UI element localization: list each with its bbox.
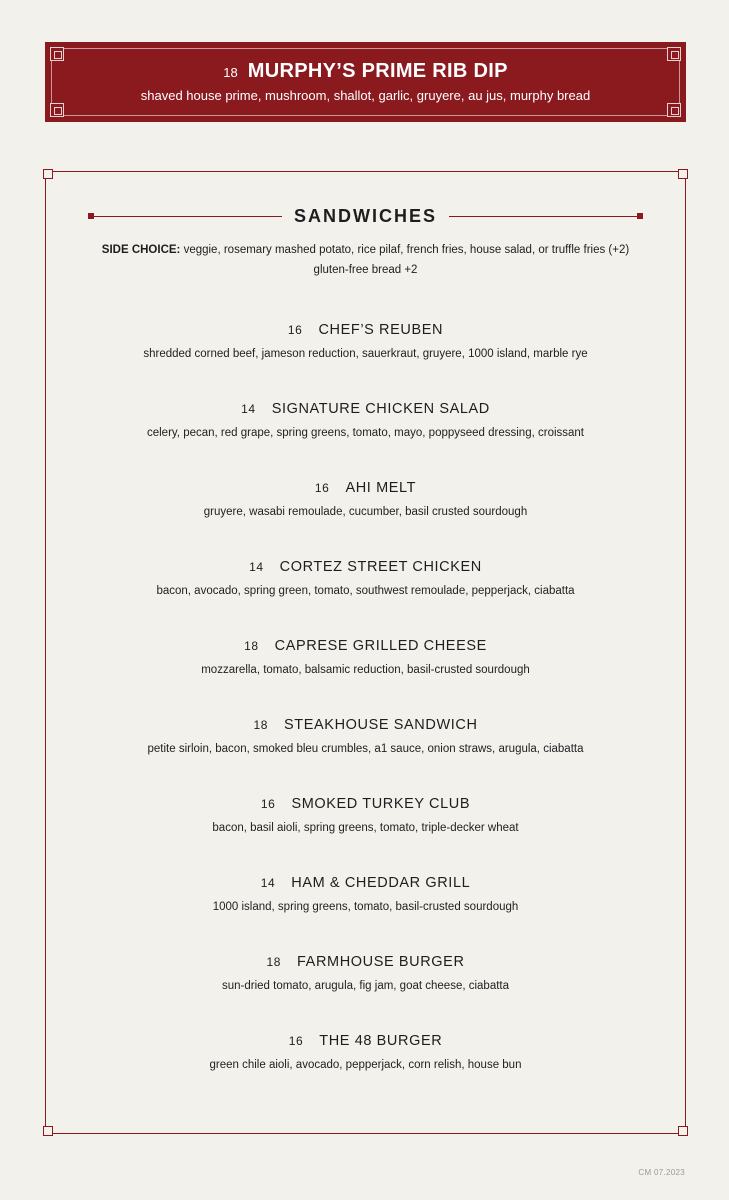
banner-corner-ornament — [667, 47, 681, 61]
item-description: shredded corned beef, jameson reduction, sauerkraut, gruyere, 1000 island, marble rye — [143, 348, 588, 360]
divider-end-ornament — [637, 213, 643, 219]
item-description: 1000 island, spring greens, tomato, basil-crusted sourdough — [212, 901, 519, 913]
item-name: FARMHOUSE BURGER — [297, 954, 465, 970]
item-price: 18 — [244, 639, 259, 653]
side-choice-text: veggie, rosemary mashed potato, rice pilaf, french fries, house salad, or truffle fries (+2) — [180, 244, 630, 256]
section-heading: SANDWICHES — [294, 206, 438, 226]
banner-corner-ornament — [667, 103, 681, 117]
item-price: 18 — [253, 718, 269, 732]
item-name: SMOKED TURKEY CLUB — [291, 796, 471, 812]
menu-item — [46, 1033, 685, 1112]
item-description: celery, pecan, red grape, spring greens, tomato, mayo, poppyseed dressing, croissant — [146, 427, 585, 439]
featured-title-row — [45, 60, 686, 83]
featured-description: shaved house prime, mushroom, shallot, garlic, gruyere, au jus, murphy bread — [140, 88, 591, 103]
featured-title: MURPHY’S PRIME RIB DIP — [247, 60, 508, 82]
menu-item — [46, 954, 685, 1033]
menu-item — [46, 559, 685, 638]
menu-item — [46, 638, 685, 717]
side-choice-label: SIDE CHOICE: — [101, 244, 181, 256]
item-price: 14 — [241, 402, 256, 416]
item-name: STEAKHOUSE SANDWICH — [284, 717, 478, 733]
side-choice-line — [46, 240, 685, 260]
frame-corner-ornament — [678, 169, 688, 179]
featured-banner — [45, 42, 686, 122]
item-name: HAM & CHEDDAR GRILL — [291, 875, 471, 891]
heading-divider-right — [449, 216, 643, 218]
frame-corner-ornament — [43, 169, 53, 179]
item-price: 14 — [249, 560, 264, 574]
item-description: bacon, basil aioli, spring greens, tomato, triple-decker wheat — [212, 822, 519, 834]
item-price: 14 — [260, 876, 276, 890]
item-name: SIGNATURE CHICKEN SALAD — [271, 401, 490, 417]
menu-item — [46, 480, 685, 559]
item-description: green chile aioli, avocado, pepperjack, corn relish, house bun — [209, 1059, 522, 1071]
item-name: AHI MELT — [345, 480, 417, 496]
banner-corner-ornament — [50, 103, 64, 117]
item-name: CHEF’S REUBEN — [318, 322, 444, 338]
menu-items-list — [46, 322, 685, 1112]
frame-corner-ornament — [43, 1126, 53, 1136]
section-heading-row — [88, 206, 643, 227]
menu-item — [46, 875, 685, 954]
menu-item — [46, 401, 685, 480]
divider-end-ornament — [88, 213, 94, 219]
item-name: CORTEZ STREET CHICKEN — [279, 559, 482, 575]
item-price: 16 — [288, 1034, 304, 1048]
menu-item — [46, 322, 685, 401]
featured-price: 18 — [223, 65, 238, 80]
item-description: gruyere, wasabi remoulade, cucumber, basil crusted sourdough — [203, 506, 528, 518]
item-name: THE 48 BURGER — [319, 1033, 443, 1049]
item-price: 18 — [266, 955, 282, 969]
sandwiches-frame — [45, 171, 686, 1134]
frame-corner-ornament — [678, 1126, 688, 1136]
item-description: petite sirloin, bacon, smoked bleu crumbles, a1 sauce, onion straws, arugula, ciabatta — [147, 743, 584, 755]
side-choice-note — [46, 240, 685, 280]
item-description: mozzarella, tomato, balsamic reduction, basil-crusted sourdough — [201, 664, 530, 676]
menu-version-code: CM 07.2023 — [638, 1168, 685, 1177]
menu-item — [46, 796, 685, 875]
item-price: 16 — [314, 481, 330, 495]
item-description: bacon, avocado, spring green, tomato, southwest remoulade, pepperjack, ciabatta — [156, 585, 575, 597]
banner-corner-ornament — [50, 47, 64, 61]
menu-item — [46, 717, 685, 796]
item-price: 16 — [260, 797, 276, 811]
item-description: sun-dried tomato, arugula, fig jam, goat cheese, ciabatta — [221, 980, 510, 992]
item-name: CAPRESE GRILLED CHEESE — [274, 638, 487, 654]
heading-divider-left — [88, 216, 282, 218]
item-price: 16 — [287, 323, 303, 337]
gluten-free-note: gluten-free bread +2 — [313, 264, 418, 276]
